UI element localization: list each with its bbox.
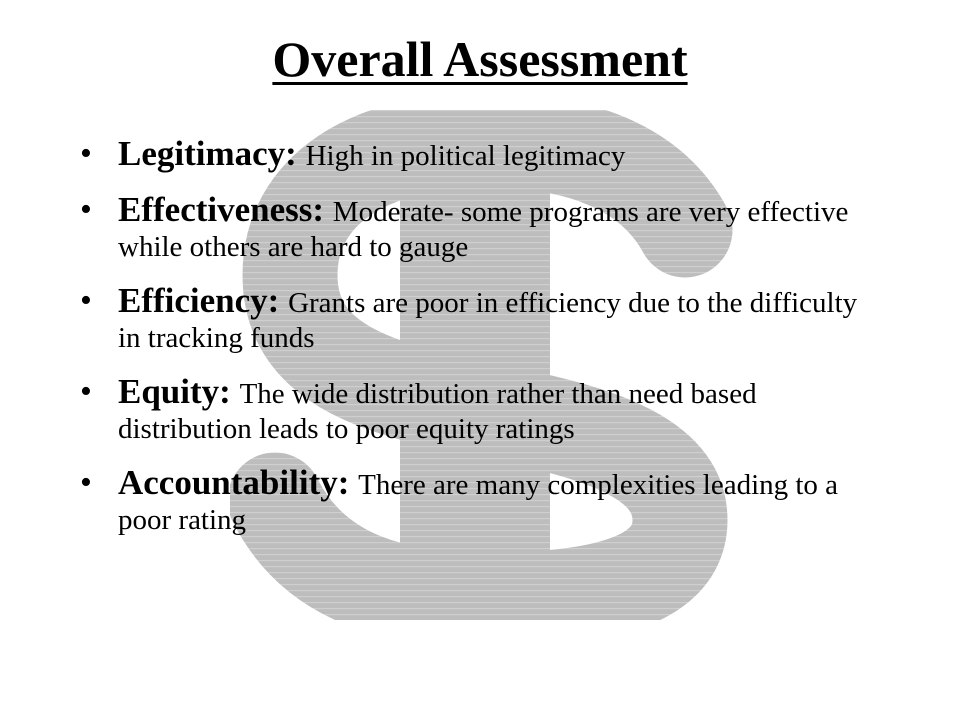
bullet-term: Efficiency: [118,281,289,320]
list-item [78,283,878,356]
list-item [78,192,878,265]
list-item [78,136,878,174]
bullet-term: Effectiveness: [118,190,333,229]
bullet-icon: • [80,135,92,172]
bullet-icon: • [80,191,92,228]
bullet-list [78,136,878,556]
bullet-text: The wide distribution rather than need based distribution leads to poor equity ratings [118,378,757,445]
list-item [78,374,878,447]
bullet-text: Moderate- some programs are very effective while others are hard to gauge [118,196,849,263]
bullet-icon: • [80,464,92,501]
bullet-term: Equity: [118,372,240,411]
bullet-term: Accountability: [118,463,359,502]
bullet-icon: • [80,282,92,319]
bullet-text: High in political legitimacy [305,140,626,172]
bullet-text: Grants are poor in efficiency due to the difficulty in tracking funds [118,287,858,354]
bullet-term: Legitimacy: [118,134,306,173]
list-item [78,465,878,538]
bullet-text: There are many complexities leading to a poor rating [118,469,839,536]
bullet-icon: • [80,373,92,410]
page-title: Overall Assessment [272,31,688,87]
